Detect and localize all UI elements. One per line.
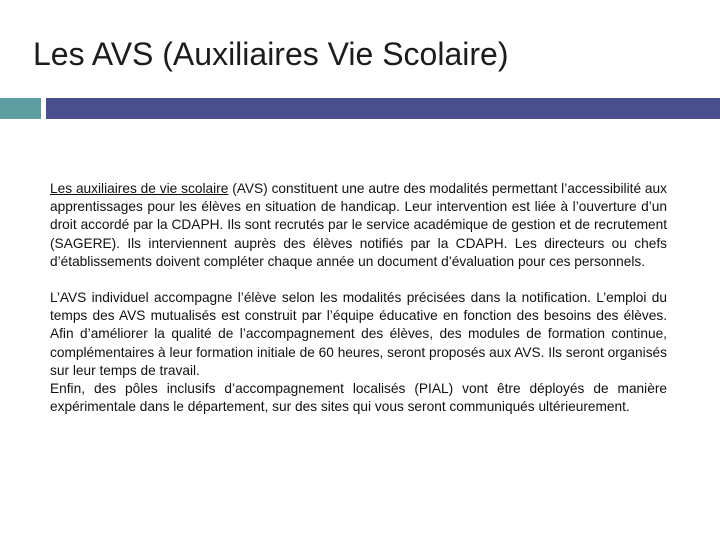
slide-title: Les AVS (Auxiliaires Vie Scolaire) (33, 36, 509, 72)
accent-bar-right (46, 98, 720, 119)
paragraph-individual-avs: L’AVS individuel accompagne l’élève selon les modalités précisées dans la notification. L’emploi du temps des AVS mutualisés est construit par l’équipe éducative en fonction des besoins des élèves. Afin d’améliorer la qualité de l’accompagnement des élèves, des modules de formation continue, complémentaires à leur formation initiale de 60 heures, seront proposés aux AVS. Ils seront organisés sur leur temps de travail. (50, 290, 667, 378)
paragraph-intro-text: (AVS) constituent une autre des modalités permettant l’accessibilité aux apprentissages pour les élèves en situation de handicap. Leur intervention est liée à l’ouverture d’un droit accordé par la CDAPH. Ils sont recrutés par le service académique de gestion et de recrutement (SAGERE). Ils interviennent auprès des élèves notifiés par la CDAPH. Les directeurs ou chefs d’établissements doivent compléter chaque année un document d’évaluation pour ces personnels. (50, 181, 668, 269)
document-excerpt (50, 180, 667, 416)
accent-bar-left (0, 98, 41, 119)
term-avs-underlined: Les auxiliaires de vie scolaire (50, 181, 229, 196)
paragraph-intro (50, 180, 667, 271)
paragraph-pial: Enfin, des pôles inclusifs d’accompagnement localisés (PIAL) vont être déployés de manière expérimentale dans le département, sur des sites qui vous seront communiqués ultérieurement. (50, 381, 667, 415)
